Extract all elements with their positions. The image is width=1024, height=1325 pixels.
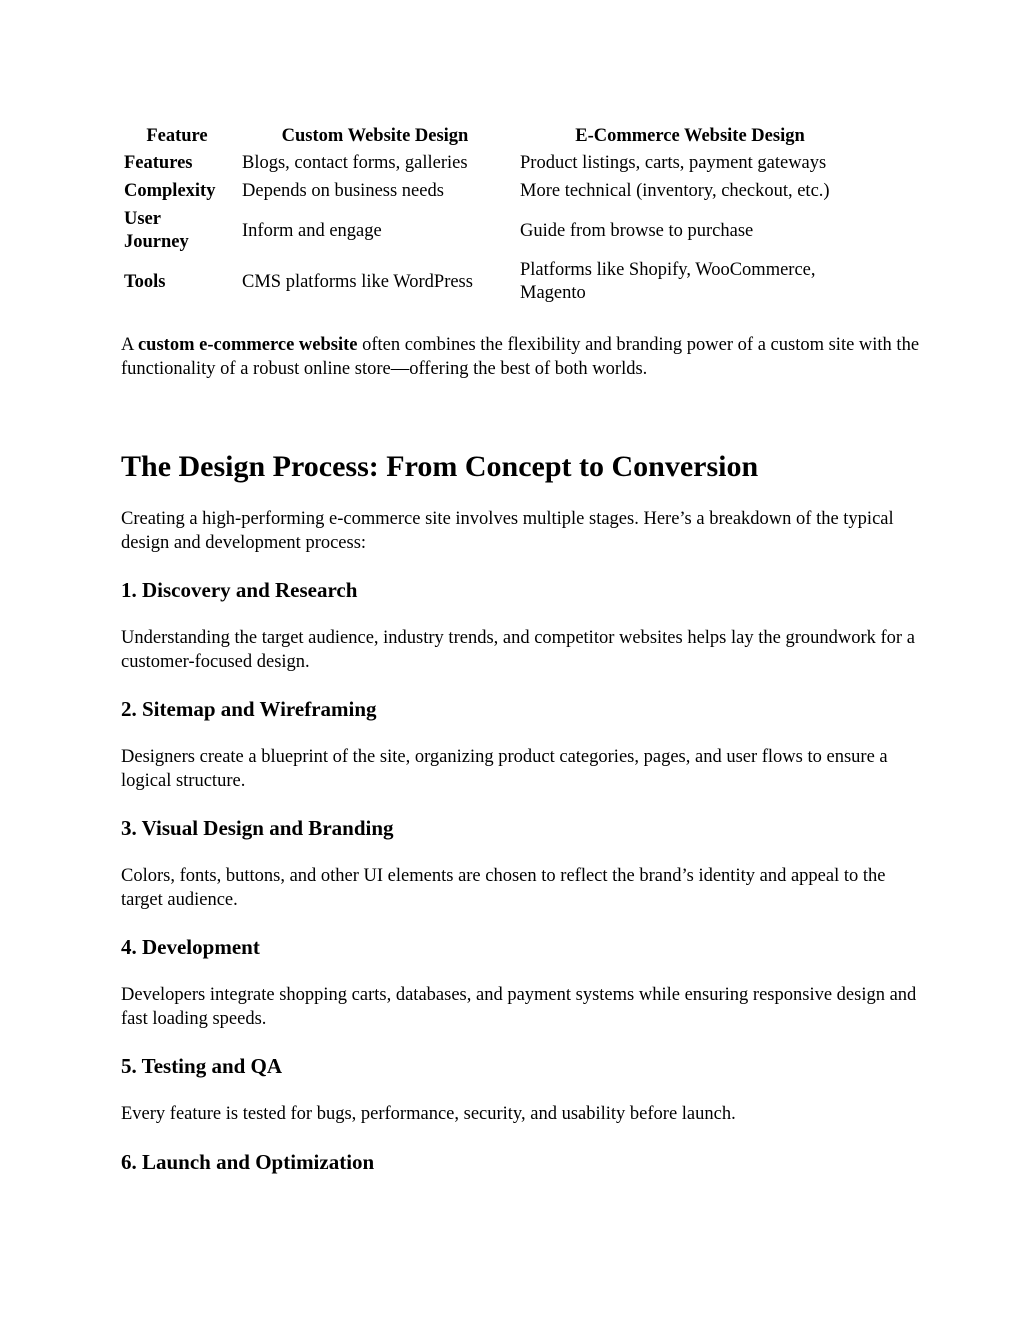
section-title: The Design Process: From Concept to Conversion (121, 450, 759, 483)
table-row (118, 150, 866, 178)
row-label: Complexity (124, 181, 216, 201)
custom-cell: CMS platforms like WordPress (242, 271, 473, 292)
step-heading-visual-design: 3. Visual Design and Branding (121, 816, 394, 840)
comparison-table (118, 122, 866, 308)
header-ecommerce-website-design: E-Commerce Website Design (575, 126, 805, 146)
ecommerce-cell: Product listings, carts, payment gateways (520, 153, 827, 173)
ecommerce-cell: Platforms like Shopify, WooCommerce, Magento (520, 260, 816, 303)
table-row (118, 178, 866, 206)
step-body-discovery: Understanding the target audience, industry trends, and competitor websites helps lay the groundwork for a customer-focused design. (121, 628, 915, 672)
table-row (118, 206, 866, 257)
ecommerce-cell: Guide from browse to purchase (520, 220, 754, 241)
table-row (118, 257, 866, 308)
table-header-row (118, 122, 866, 150)
intro-text-after: often combines the flexibility and branding power of a custom site with the functionality of a robust online store—offering the best of both worlds. (121, 335, 920, 379)
step-heading-launch: 6. Launch and Optimization (121, 1150, 375, 1174)
row-label: Features (124, 153, 193, 173)
row-label: User Journey (124, 209, 189, 252)
ecommerce-cell: More technical (inventory, checkout, etc.) (520, 181, 830, 201)
section-lead-paragraph: Creating a high-performing e-commerce site involves multiple stages. Here’s a breakdown of the typical design and development process: (121, 509, 894, 553)
custom-cell: Blogs, contact forms, galleries (242, 153, 468, 173)
step-body-development: Developers integrate shopping carts, databases, and payment systems while ensuring responsive design and fast loading speeds. (121, 985, 917, 1029)
step-heading-sitemap: 2. Sitemap and Wireframing (121, 697, 377, 721)
header-custom-website-design: Custom Website Design (281, 126, 469, 146)
step-body-visual-design: Colors, fonts, buttons, and other UI elements are chosen to reflect the brand’s identity and appeal to the target audience. (121, 866, 886, 910)
step-body-testing: Every feature is tested for bugs, performance, security, and usability before launch. (121, 1104, 736, 1124)
header-feature: Feature (146, 126, 208, 146)
step-body-sitemap: Designers create a blueprint of the site, organizing product categories, pages, and user flows to ensure a logical structure. (121, 747, 888, 791)
row-label: Tools (124, 271, 166, 292)
intro-bold-term: custom e-commerce website (137, 335, 358, 355)
step-heading-discovery: 1. Discovery and Research (121, 578, 358, 602)
intro-text-before: A (121, 335, 138, 355)
intro-paragraph (121, 333, 921, 381)
step-heading-testing: 5. Testing and QA (121, 1054, 283, 1078)
step-heading-development: 4. Development (121, 935, 260, 959)
custom-cell: Depends on business needs (242, 181, 444, 201)
custom-cell: Inform and engage (242, 220, 382, 241)
